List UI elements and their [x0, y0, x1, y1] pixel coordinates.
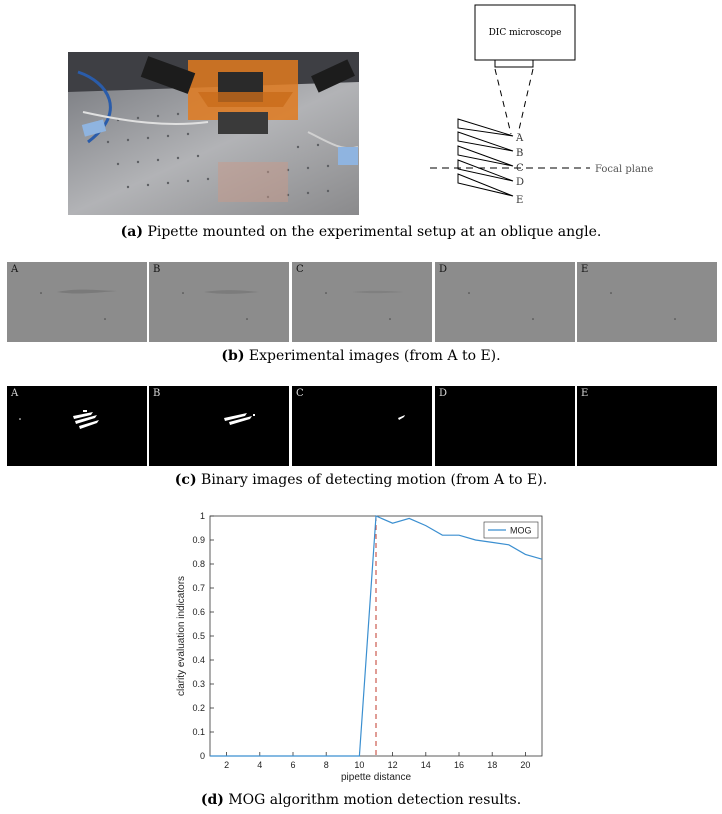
- x-tick-label: 14: [420, 760, 431, 770]
- setup-photo: [68, 52, 359, 215]
- caption-b: [0, 348, 722, 364]
- y-tick-label: 0.8: [192, 559, 205, 569]
- experimental-frame-d: [435, 262, 575, 342]
- y-tick-label: 0.5: [192, 631, 205, 641]
- binary-frame-d: [435, 386, 575, 466]
- focal-plane-label: Focal plane: [595, 164, 654, 175]
- caption-b-letter: (b): [221, 348, 245, 364]
- y-tick-label: 0.2: [192, 703, 205, 713]
- frame-label: E: [581, 264, 589, 275]
- x-tick-label: 18: [487, 760, 498, 770]
- caption-c: [0, 472, 722, 488]
- binary-frame-c: [292, 386, 432, 466]
- frame-label: C: [296, 264, 304, 275]
- x-tick-label: 2: [224, 760, 230, 770]
- x-tick-label: 6: [290, 760, 296, 770]
- experimental-frame-e: [577, 262, 717, 342]
- y-tick-label: 0: [199, 751, 205, 761]
- microscope-schematic: [420, 2, 680, 217]
- x-axis-label: pipette distance: [340, 772, 412, 783]
- x-tick-label: 4: [257, 760, 263, 770]
- position-label-a: A: [516, 133, 524, 144]
- frame-label: B: [153, 264, 161, 275]
- y-tick-label: 0.3: [192, 679, 205, 689]
- position-label-d: D: [516, 177, 525, 188]
- frame-label: E: [581, 388, 589, 399]
- caption-a-letter: (a): [120, 224, 143, 240]
- binary-frame-e: [577, 386, 717, 466]
- microscope-label: DIC microscope: [488, 28, 562, 38]
- y-tick-label: 1: [199, 511, 205, 521]
- caption-b-text: Experimental images (from A to E).: [248, 348, 501, 364]
- frame-label: A: [11, 264, 19, 275]
- caption-d-text: MOG algorithm motion detection results.: [228, 792, 522, 808]
- frame-label: A: [11, 388, 19, 399]
- frame-label: B: [153, 388, 161, 399]
- x-tick-label: 20: [520, 760, 531, 770]
- position-label-e: E: [516, 195, 524, 206]
- x-tick-label: 12: [387, 760, 398, 770]
- experimental-frame-a: [7, 262, 147, 342]
- y-tick-label: 0.7: [192, 583, 205, 593]
- y-tick-label: 0.6: [192, 607, 205, 617]
- caption-c-letter: (c): [174, 472, 197, 488]
- binary-frame-a: [7, 386, 147, 466]
- position-label-c: C: [516, 163, 524, 174]
- x-tick-label: 16: [453, 760, 465, 770]
- y-tick-label: 0.9: [192, 535, 205, 545]
- x-tick-label: 10: [354, 760, 365, 770]
- y-axis-label: clarity evaluation indicators: [176, 575, 187, 697]
- y-tick-label: 0.1: [192, 727, 205, 737]
- experimental-frame-c: [292, 262, 432, 342]
- x-tick-label: 8: [323, 760, 329, 770]
- experimental-frame-b: [149, 262, 289, 342]
- caption-c-text: Binary images of detecting motion (from A to E).: [201, 472, 548, 488]
- caption-d: [0, 792, 722, 808]
- mog-chart: [170, 506, 550, 786]
- caption-a-text: Pipette mounted on the experimental setup at an oblique angle.: [147, 224, 602, 240]
- caption-a: [0, 224, 722, 240]
- y-tick-label: 0.4: [192, 655, 205, 665]
- legend-label: MOG: [510, 525, 532, 536]
- frame-label: D: [439, 388, 448, 399]
- frame-label: D: [439, 264, 448, 275]
- position-label-b: B: [516, 148, 524, 159]
- frame-label: C: [296, 388, 304, 399]
- binary-frame-b: [149, 386, 289, 466]
- caption-d-letter: (d): [200, 792, 224, 808]
